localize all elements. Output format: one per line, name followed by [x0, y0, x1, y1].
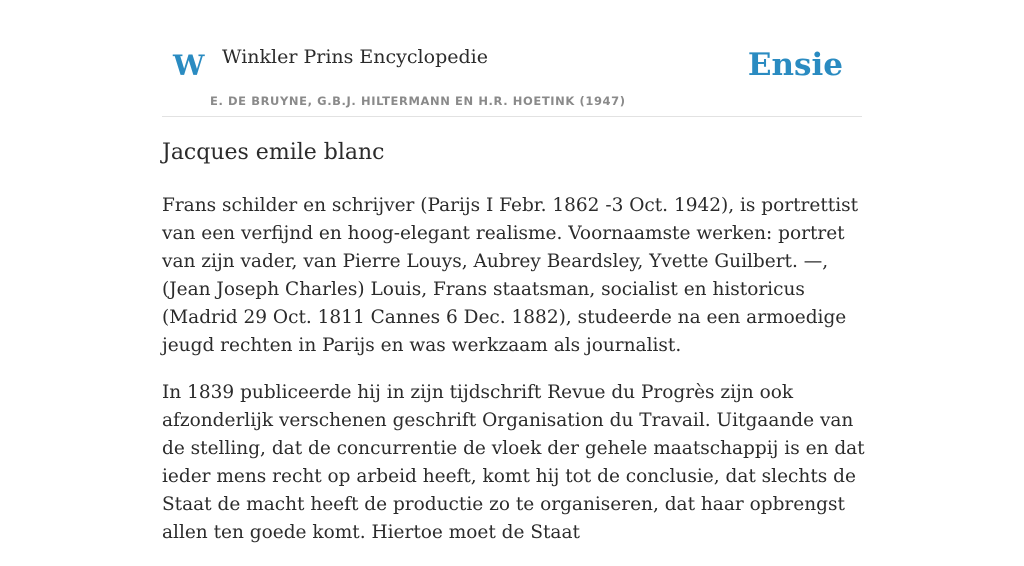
ensie-brand-logo[interactable]: Ensie [747, 47, 843, 83]
article-body [162, 192, 867, 566]
article-title: Jacques emile blanc [162, 140, 385, 165]
publication-logo-icon[interactable]: W [173, 49, 205, 82]
article-paragraph: Frans schilder en schrijver (Parijs I Febr. 1862 -3 Oct. 1942), is portrettist van een verfijnd en hoog-elegant realisme. Voornaamste werken: portret van zijn vader, van Pierre Louys, Aubrey Beardsley, Yvette Guilbert. —, (Jean Joseph Charles) Louis, Frans staatsman, socialist en historicus (Madrid 29 Oct. 1811 Cannes 6 Dec. 1882), studeerde na een armoedige jeugd rechten in Parijs en was werkzaam als journalist. [162, 195, 859, 356]
publication-authors: E. DE BRUYNE, G.B.J. HILTERMANN EN H.R. HOETINK (1947) [210, 94, 626, 108]
article-paragraph: In 1839 publiceerde hij in zijn tijdschrift Revue du Progrès zijn ook afzonderlijk verschenen geschrift Organisation du Travail. Uitgaande van de stelling, dat de concurrentie de vloek der gehele maatschappij is en dat ieder mens recht op arbeid heeft, komt hij tot de conclusie, dat slechts de Staat de macht heeft de productie zo te organiseren, dat haar opbrengst allen ten goede komt. Hiertoe moet de Staat [162, 382, 865, 543]
publication-title[interactable]: Winkler Prins Encyclopedie [222, 46, 488, 68]
site-header [162, 0, 862, 117]
